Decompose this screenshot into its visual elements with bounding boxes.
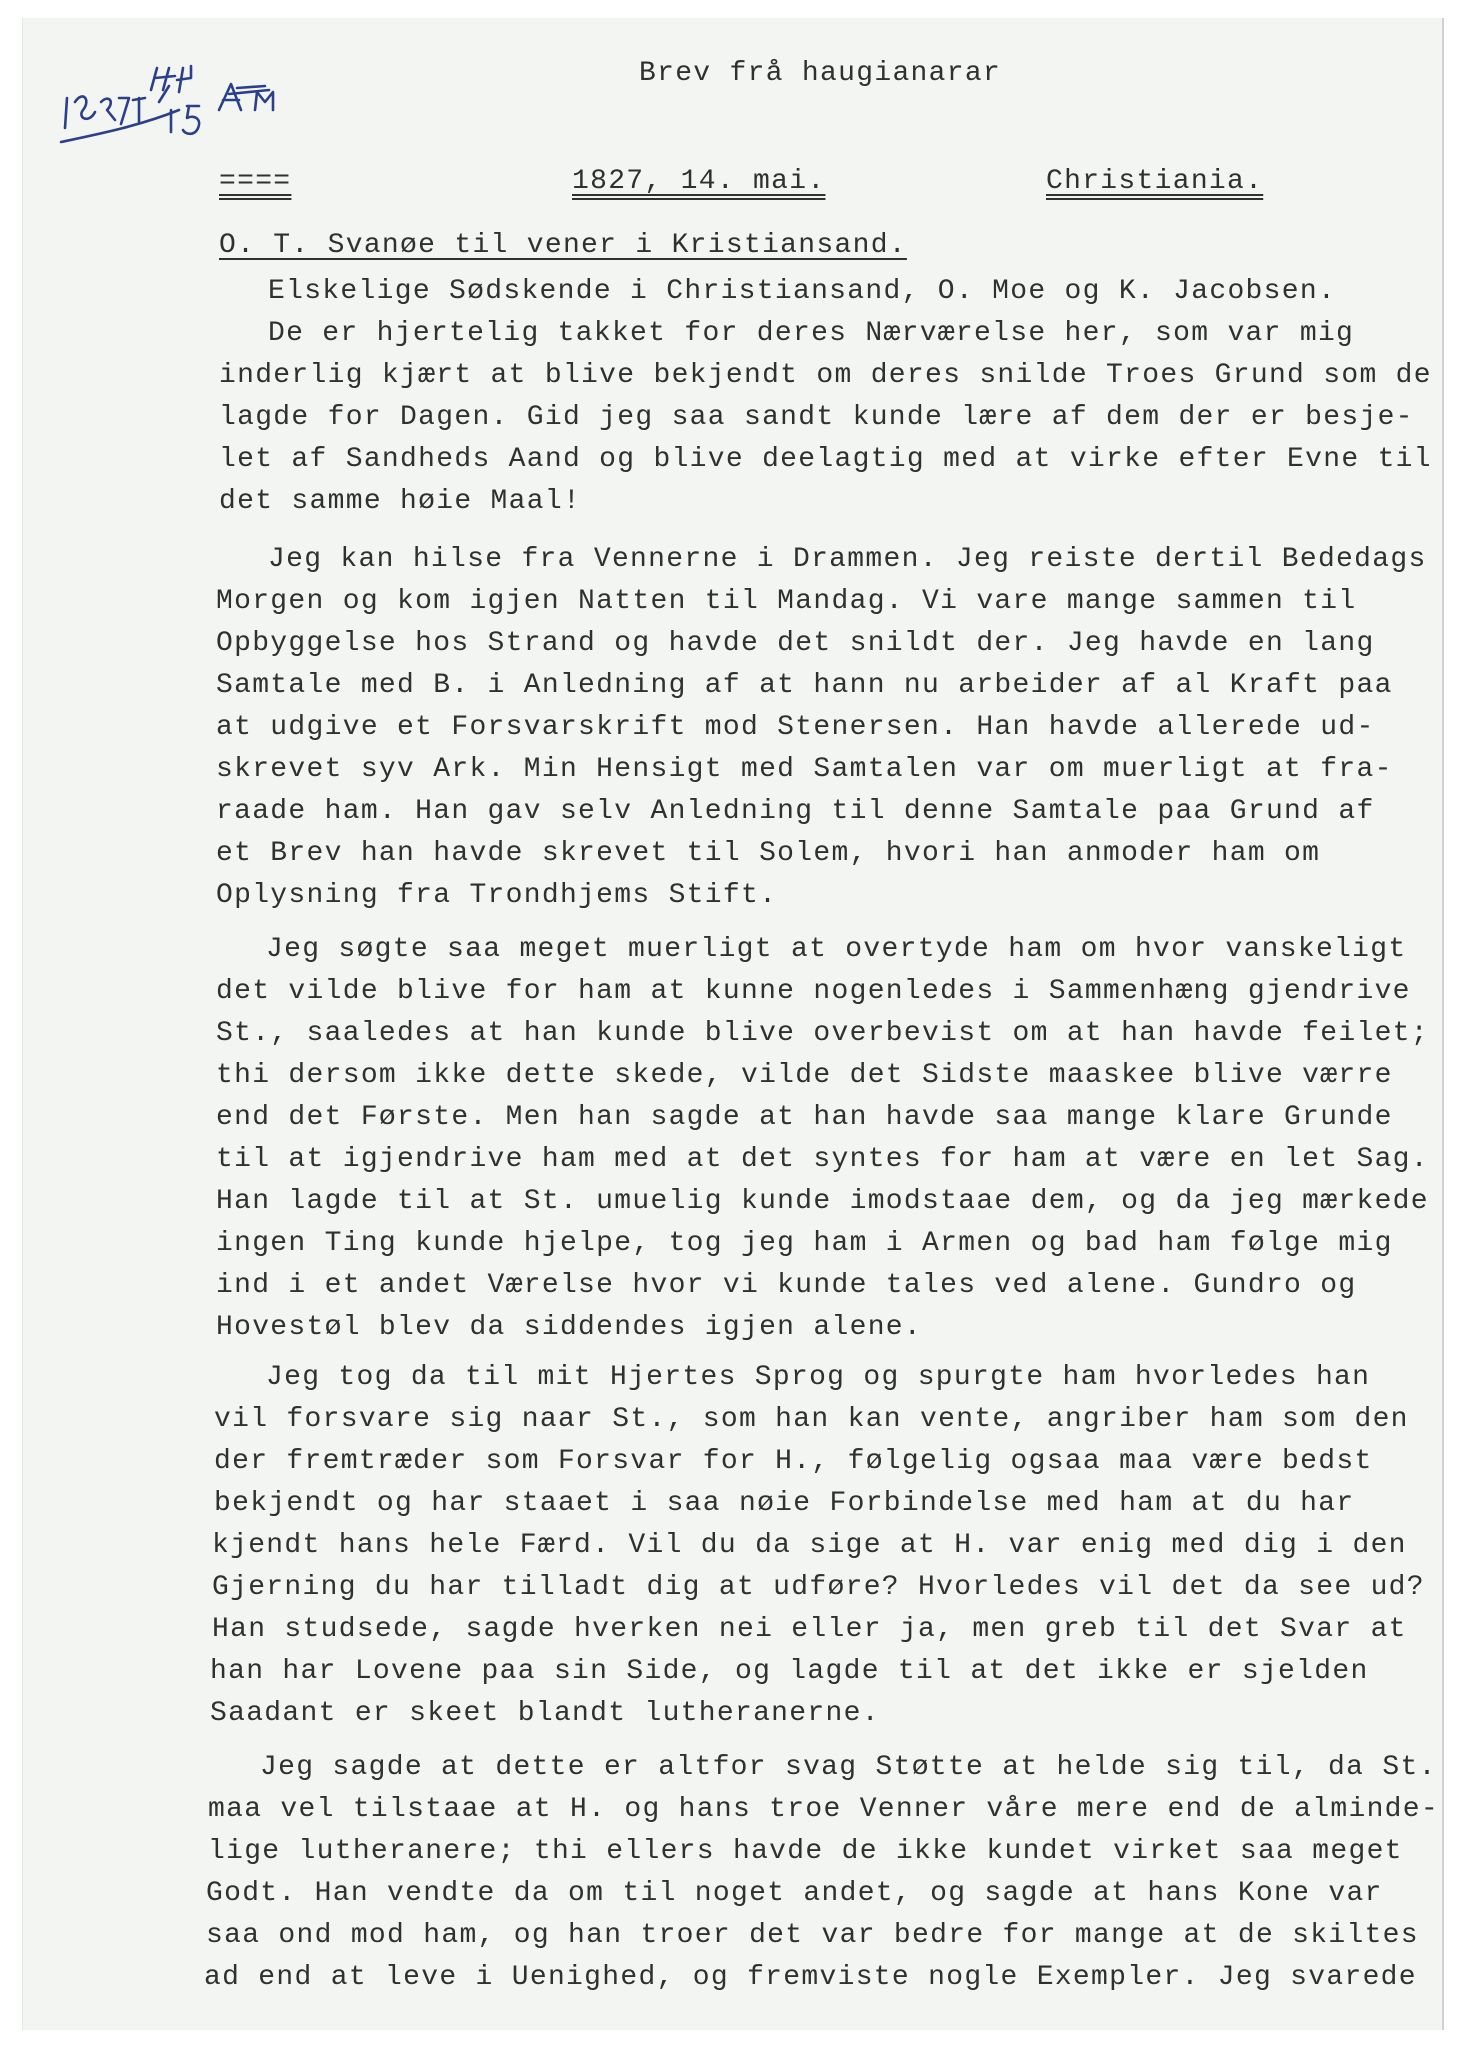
body-line: han har Lovene paa sin Side, og lagde til at det ikke er sjelden [210, 1656, 1369, 1687]
body-line: Opbyggelse hos Strand og havde det snildt der. Jeg havde en lang [216, 628, 1375, 659]
body-line: Jeg søgte saa meget muerligt at overtyde ham om hvor vanskeligt [266, 934, 1407, 965]
letter-place: Christiania. [1046, 166, 1264, 197]
body-line: kjendt hans hele Færd. Vil du da sige at H. var enig med dig i den [212, 1530, 1407, 1561]
body-line: et Brev han havde skrevet til Solem, hvori han anmoder ham om [216, 838, 1321, 869]
body-line: De er hjertelig takket for deres Nærværelse her, som var mig [268, 318, 1355, 349]
body-line: at udgive et Forsvarskrift mod Stenersen. Han havde allerede ud- [216, 712, 1375, 743]
body-line: inderlig kjært at blive bekjendt om deres snilde Troes Grund som de [219, 360, 1432, 391]
body-line: bekjendt og har staaet i saa nøie Forbindelse med ham at du har [214, 1488, 1355, 1519]
body-line: vil forsvare sig naar St., som han kan vente, angriber ham som den [214, 1404, 1409, 1435]
body-line: Hovestøl blev da siddendes igjen alene. [216, 1312, 923, 1343]
body-line: Jeg tog da til mit Hjertes Sprog og spurgte ham hvorledes han [266, 1362, 1371, 1393]
body-line: Jeg sagde at dette er altfor svag Støtte at helde sig til, da St. [260, 1752, 1437, 1783]
body-line: ind i et andet Værelse hvor vi kunde tales ved alene. Gundro og [216, 1270, 1357, 1301]
body-line: det vilde blive for ham at kunne nogenledes i Sammenhæng gjendrive [216, 976, 1411, 1007]
body-line: saa ond mod ham, og han troer det var bedre for mange at de skiltes [206, 1920, 1419, 1951]
handwritten-note-image [59, 50, 299, 150]
body-line: let af Sandheds Aand og blive deelagtig med at virke efter Evne til [219, 444, 1432, 475]
body-line: lige lutheranere; thi ellers havde de ikke kundet virket saa meget [208, 1836, 1403, 1867]
body-line: Oplysning fra Trondhjems Stift. [216, 880, 778, 911]
document-heading: Brev frå haugianarar [639, 58, 1002, 89]
body-line: Han studsede, sagde hverken nei eller ja, men greb til det Svar at [212, 1614, 1407, 1645]
body-line: det samme høie Maal! [219, 486, 582, 517]
body-line: Samtale med B. i Anledning af at hann nu arbeider af al Kraft paa [216, 670, 1393, 701]
body-line: lagde for Dagen. Gid jeg saa sandt kunde lære af dem der er besje- [219, 402, 1414, 433]
body-line: Gjerning du har tilladt dig at udføre? Hvorledes vil det da see ud? [212, 1572, 1425, 1603]
body-line: thi dersom ikke dette skede, vilde det Sidste maaskee blive værre [216, 1060, 1393, 1091]
body-line: Han lagde til at St. umuelig kunde imodstaae dem, og da jeg mærkede [216, 1186, 1429, 1217]
body-line: til at igjendrive ham med at det syntes for ham at være en let Sag. [216, 1144, 1429, 1175]
body-line: Morgen og kom igjen Natten til Mandag. Vi vare mange sammen til [216, 586, 1357, 617]
body-line: skrevet syv Ark. Min Hensigt med Samtalen var om muerligt at fra- [216, 754, 1393, 785]
body-line: raade ham. Han gav selv Anledning til denne Samtale paa Grund af [216, 796, 1375, 827]
letter-date: 1827, 14. mai. [572, 166, 826, 197]
document-page [22, 18, 1444, 2030]
body-line: Elskelige Sødskende i Christiansand, O. Moe og K. Jacobsen. [268, 276, 1337, 307]
body-line: Saadant er skeet blandt lutheranerne. [210, 1698, 880, 1729]
handwritten-archive-note [59, 50, 299, 150]
heading-marker: ==== [219, 166, 292, 197]
body-line: ingen Ting kunde hjelpe, tog jeg ham i Armen og bad ham følge mig [216, 1228, 1393, 1259]
body-line: end det Første. Men han sagde at han havde saa mange klare Grunde [216, 1102, 1393, 1133]
body-line: St., saaledes at han kunde blive overbevist om at han havde feilet; [216, 1018, 1429, 1049]
body-line: maa vel tilstaae at H. og hans troe Venner våre mere end de alminde- [208, 1794, 1439, 1825]
body-line: Jeg kan hilse fra Vennerne i Drammen. Jeg reiste dertil Bededags [268, 544, 1427, 575]
body-line: Godt. Han vendte da om til noget andet, og sagde at hans Kone var [206, 1878, 1383, 1909]
body-line: der fremtræder som Forsvar for H., følgelig ogsaa maa være bedst [214, 1446, 1373, 1477]
body-line: ad end at leve i Uenighed, og fremviste nogle Exempler. Jeg svarede [204, 1962, 1417, 1993]
letter-subject: O. T. Svanøe til vener i Kristiansand. [219, 230, 907, 261]
